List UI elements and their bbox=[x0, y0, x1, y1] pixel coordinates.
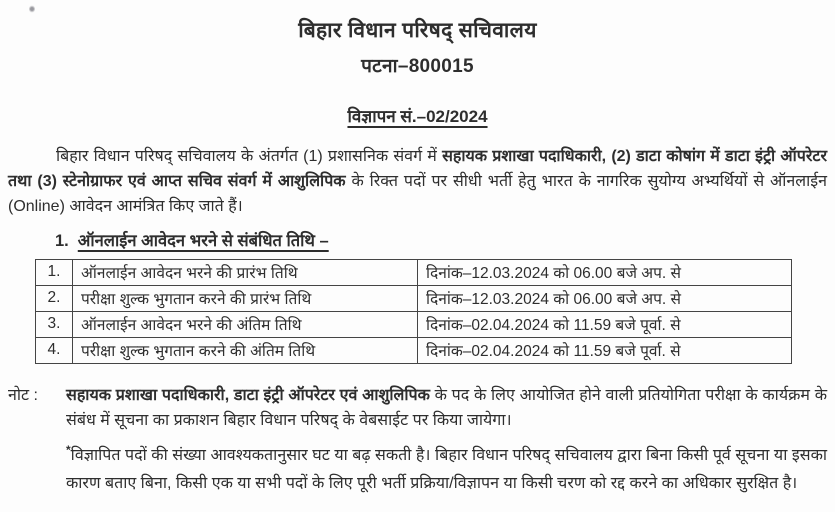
intro-paragraph bbox=[8, 144, 827, 219]
row-description: परीक्षा शुल्क भुगतान करने की प्रारंभ तिथि bbox=[73, 286, 418, 312]
row-date: दिनांक–12.03.2024 को 06.00 बजे अप. से bbox=[418, 286, 792, 312]
table-row bbox=[36, 260, 792, 286]
section-heading bbox=[55, 228, 827, 251]
note-label: नोट : bbox=[8, 387, 38, 404]
note-paragraph bbox=[66, 383, 827, 433]
note-body bbox=[66, 383, 827, 498]
intro-text-bold: सहायक प्रशाखा पदाधिकारी, (2) डाटा कोषांग में डाटा इंट्री ऑपरेटर तथा (3) स्टेनोग्राफर एवं आप्त सचिव संवर्ग में आशुलिपिक bbox=[8, 148, 827, 190]
notice-number: विज्ञापन सं.–02/2024 bbox=[347, 107, 488, 126]
row-description: ऑनलाईन आवेदन भरने की प्रारंभ तिथि bbox=[73, 260, 418, 286]
intro-text: बिहार विधान परिषद् सचिवालय के अंतर्गत (1) प्रशासनिक संवर्ग में bbox=[56, 148, 443, 165]
row-serial: 3. bbox=[36, 312, 73, 338]
section-title: ऑनलाईन आवेदन भरने से संबंधित तिथि – bbox=[77, 232, 329, 250]
note-text-bold: सहायक प्रशाखा पदाधिकारी, डाटा इंट्री ऑपरेटर एवं आशुलिपिक bbox=[66, 387, 430, 404]
scan-artifact bbox=[29, 5, 35, 13]
footnote-text: विज्ञापित पदों की संख्या आवश्यकतानुसार घट या बढ़ सकती है। बिहार विधान परिषद् सचिवालय द्वारा बिना किसी पूर्व सूचना या इसका कारण बताए बिना, किसी एक या सभी पदों के लिए पूरी भर्ती प्रक्रिया/विज्ञापन या किसी चरण को रद्द करने का अधिकार सुरक्षित है। bbox=[66, 447, 827, 492]
intro-text: के रिक्त पदों पर सीधी भर्ती हेतु भारत के नागरिक सुयोग्य अभ्यर्थियों से ऑनलाईन (Online) आवेदन आमंत्रित किए जाते हैं। bbox=[8, 173, 827, 215]
table-row bbox=[36, 286, 792, 312]
row-description: परीक्षा शुल्क भुगतान करने की अंतिम तिथि bbox=[73, 338, 418, 364]
row-date: दिनांक–02.04.2024 को 11.59 बजे पूर्वा. से bbox=[418, 338, 792, 364]
table-row bbox=[36, 312, 792, 338]
row-date: दिनांक–02.04.2024 को 11.59 बजे पूर्वा. से bbox=[418, 312, 792, 338]
row-description: ऑनलाईन आवेदन भरने की अंतिम तिथि bbox=[73, 312, 418, 338]
row-date: दिनांक–12.03.2024 को 06.00 बजे अप. से bbox=[418, 260, 792, 286]
row-serial: 4. bbox=[36, 338, 73, 364]
org-location: पटना–800015 bbox=[361, 56, 474, 77]
note-text: के पद के लिए आयोजित होने वाली प्रतियोगिता परीक्षा के कार्यक्रम के संबंध में सूचना का प्रकाशन बिहार विधान परिषद् के वेबसाईट पर किया जायेगा। bbox=[66, 387, 827, 429]
section-number: 1. bbox=[55, 232, 69, 250]
org-title: बिहार विधान परिषद् सचिवालय bbox=[298, 19, 537, 42]
row-serial: 1. bbox=[36, 260, 73, 286]
dates-table bbox=[35, 259, 792, 364]
note-section bbox=[8, 383, 827, 498]
row-serial: 2. bbox=[36, 286, 73, 312]
footnote-paragraph bbox=[66, 436, 827, 498]
footnote-asterisk: * bbox=[66, 443, 71, 457]
table-row bbox=[36, 338, 792, 364]
